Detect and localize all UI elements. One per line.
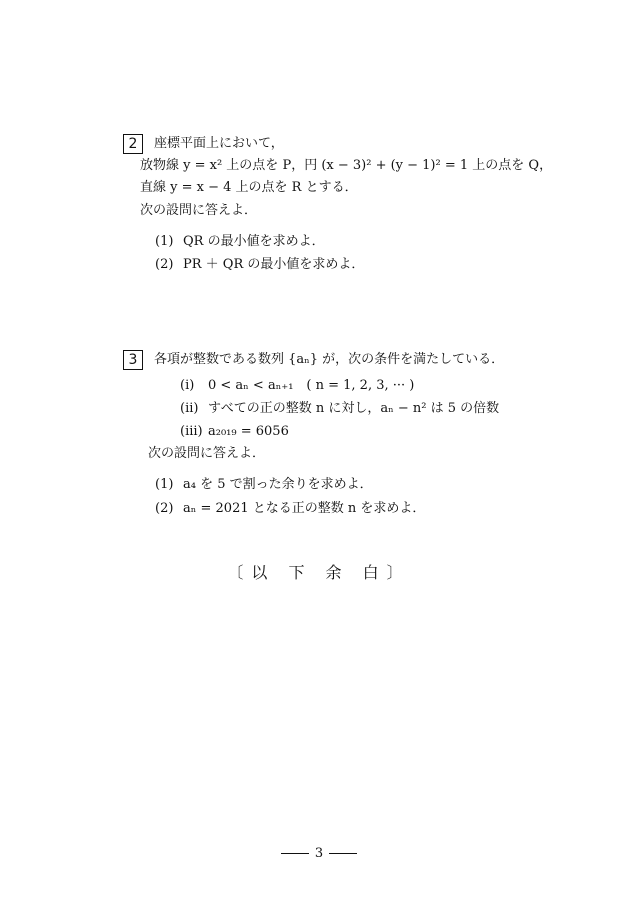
dash-right xyxy=(329,853,357,854)
question-item xyxy=(155,501,425,517)
problem-number-box: 2 xyxy=(123,134,143,154)
problem-text-line: 放物線 y = x² 上の点を P，円 (x − 3)² + (y − 1)² = 1 上の点を Q， xyxy=(140,158,553,173)
question-text: PR ＋ QR の最小値を求めよ． xyxy=(183,257,365,272)
condition-label: (iii) xyxy=(180,424,203,439)
problem-text-line: 各項が整数である数列 {aₙ} が，次の条件を満たしている． xyxy=(154,352,505,367)
page-number xyxy=(0,846,638,861)
question-item xyxy=(155,234,325,250)
condition-item xyxy=(180,378,414,394)
end-of-questions-label: 〔以 下 余 白〕 xyxy=(227,563,411,582)
question-text: aₙ = 2021 となる正の整数 n を求めよ． xyxy=(183,501,426,516)
condition-text: すべての正の整数 n に対し，aₙ − n² は 5 の倍数 xyxy=(208,401,500,416)
problem-text-line: 座標平面上において， xyxy=(154,136,284,151)
condition-label: (ii) xyxy=(180,401,199,416)
question-label: (2) xyxy=(155,257,174,272)
page-number-value: 3 xyxy=(314,846,324,861)
problem-text-line: 次の設問に答えよ． xyxy=(148,446,266,461)
question-item xyxy=(155,257,364,273)
dash-left xyxy=(281,853,309,854)
condition-label: (i) xyxy=(180,378,195,393)
condition-text: 0 < aₙ < aₙ₊₁ ( n = 1, 2, 3, ··· ) xyxy=(208,378,415,393)
problem-text-line: 次の設問に答えよ． xyxy=(140,203,258,218)
question-item xyxy=(155,477,373,493)
question-label: (2) xyxy=(155,501,174,516)
condition-item xyxy=(180,424,289,440)
question-label: (1) xyxy=(155,477,174,492)
problem-text-line: 直線 y = x − 4 上の点を R とする． xyxy=(140,180,358,195)
condition-text: a₂₀₁₉ = 6056 xyxy=(208,424,289,439)
question-text: QR の最小値を求めよ． xyxy=(183,234,325,249)
question-label: (1) xyxy=(155,234,174,249)
question-text: a₄ を 5 で割った余りを求めよ． xyxy=(183,477,373,492)
condition-item xyxy=(180,401,499,417)
problem-number-box: 3 xyxy=(123,350,143,370)
